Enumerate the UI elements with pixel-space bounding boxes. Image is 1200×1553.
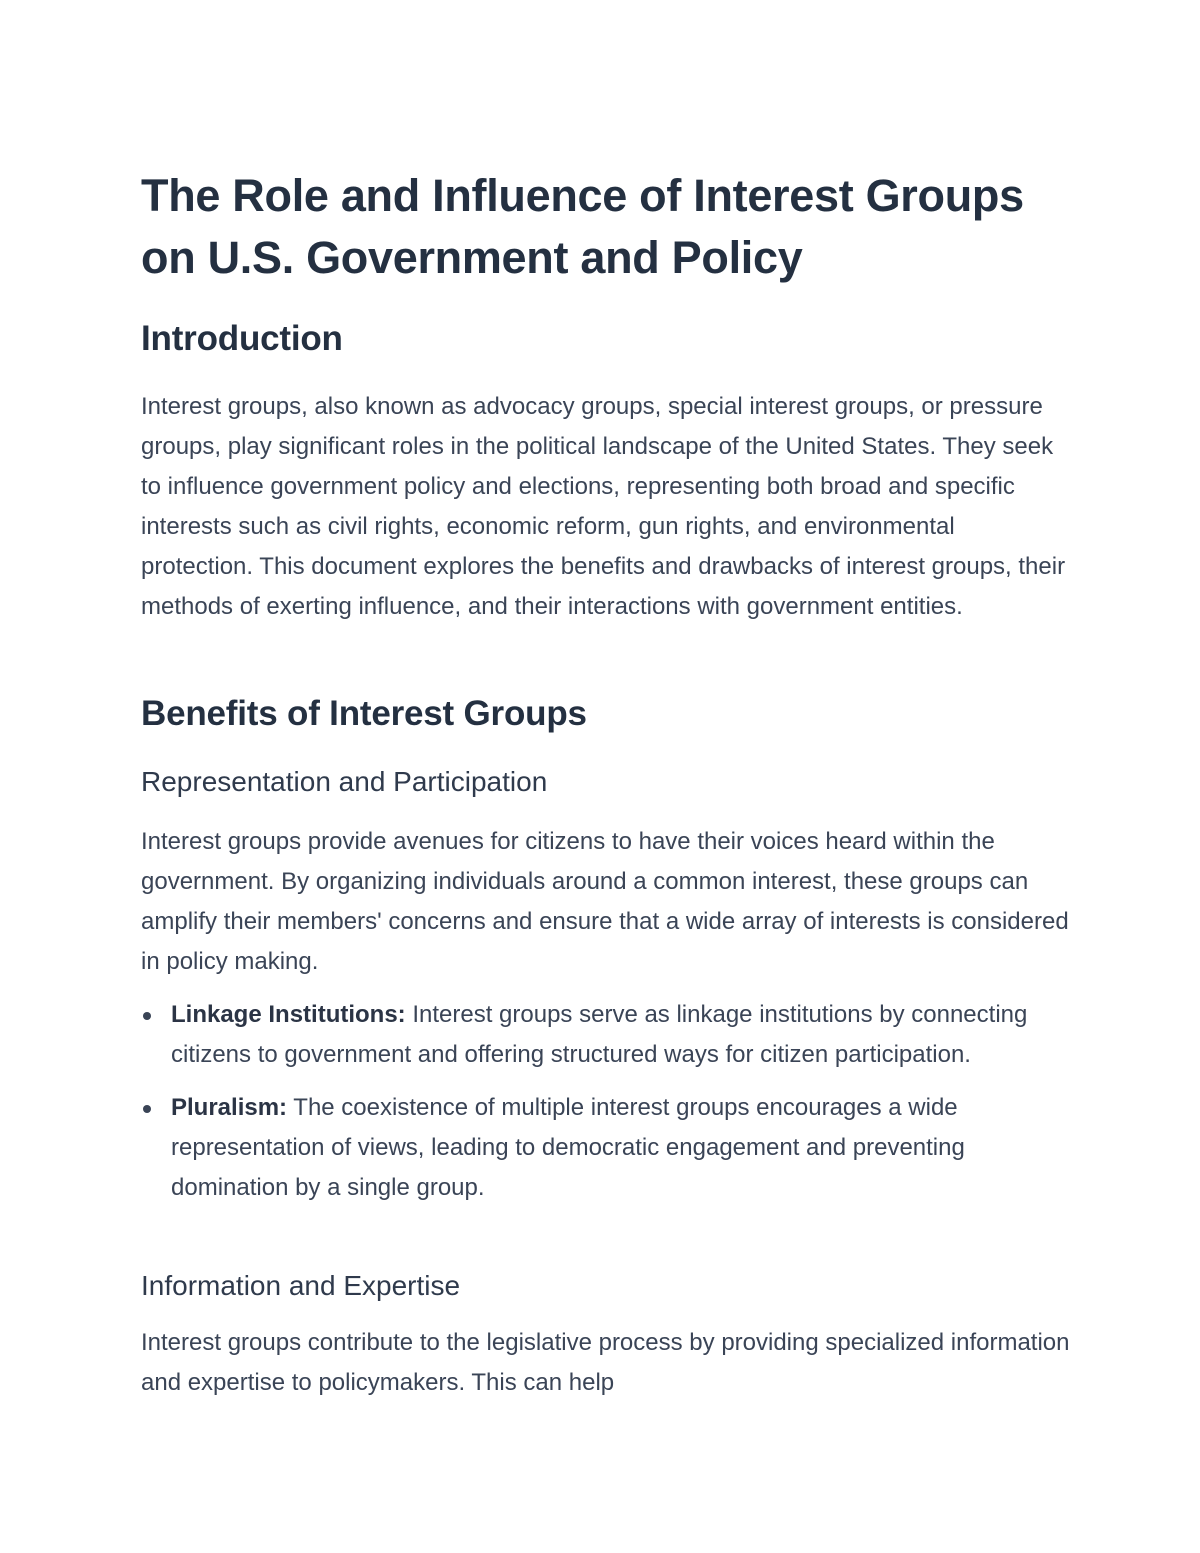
list-item (141, 995, 1041, 1075)
bullet-icon (143, 1105, 151, 1113)
information-heading: Information and Expertise (141, 1270, 461, 1301)
benefits-heading: Benefits of Interest Groups (141, 694, 587, 733)
representation-paragraph: Interest groups provide avenues for citizens to have their voices heard within the government. By organizing individuals around a common interest, these groups can amplify their members' concerns and ensure that a wide array of interests is considered in policy making. (141, 828, 1069, 975)
introduction-paragraph: Interest groups, also known as advocacy groups, special interest groups, or pressure groups, play significant roles in the political landscape of the United States. They seek to influence government policy and elections, representing both broad and specific interests such as civil rights, economic reform, gun rights, and environmental protection. This document explores the benefits and drawbacks of interest groups, their methods of exerting influence, and their interactions with government entities. (141, 393, 1066, 620)
bullet-icon (143, 1012, 151, 1020)
information-paragraph: Interest groups contribute to the legislative process by providing specialized information and expertise to policymakers. This can help (141, 1329, 1070, 1396)
list-item (141, 1088, 1041, 1208)
representation-list (141, 995, 1041, 1208)
representation-heading: Representation and Participation (141, 766, 548, 797)
introduction-heading: Introduction (141, 319, 343, 358)
list-item-term: Linkage Institutions: (171, 1001, 406, 1028)
list-item-term: Pluralism: (171, 1094, 288, 1121)
list-item-text: Interest groups serve as linkage institutions by connecting citizens to government and offering structured ways for citizen participation. (171, 1001, 1028, 1068)
list-item-text: The coexistence of multiple interest groups encourages a wide representation of views, leading to democratic engagement and preventing domination by a single group. (171, 1094, 965, 1201)
document-title: The Role and Influence of Interest Groups on U.S. Government and Policy (141, 170, 1024, 283)
